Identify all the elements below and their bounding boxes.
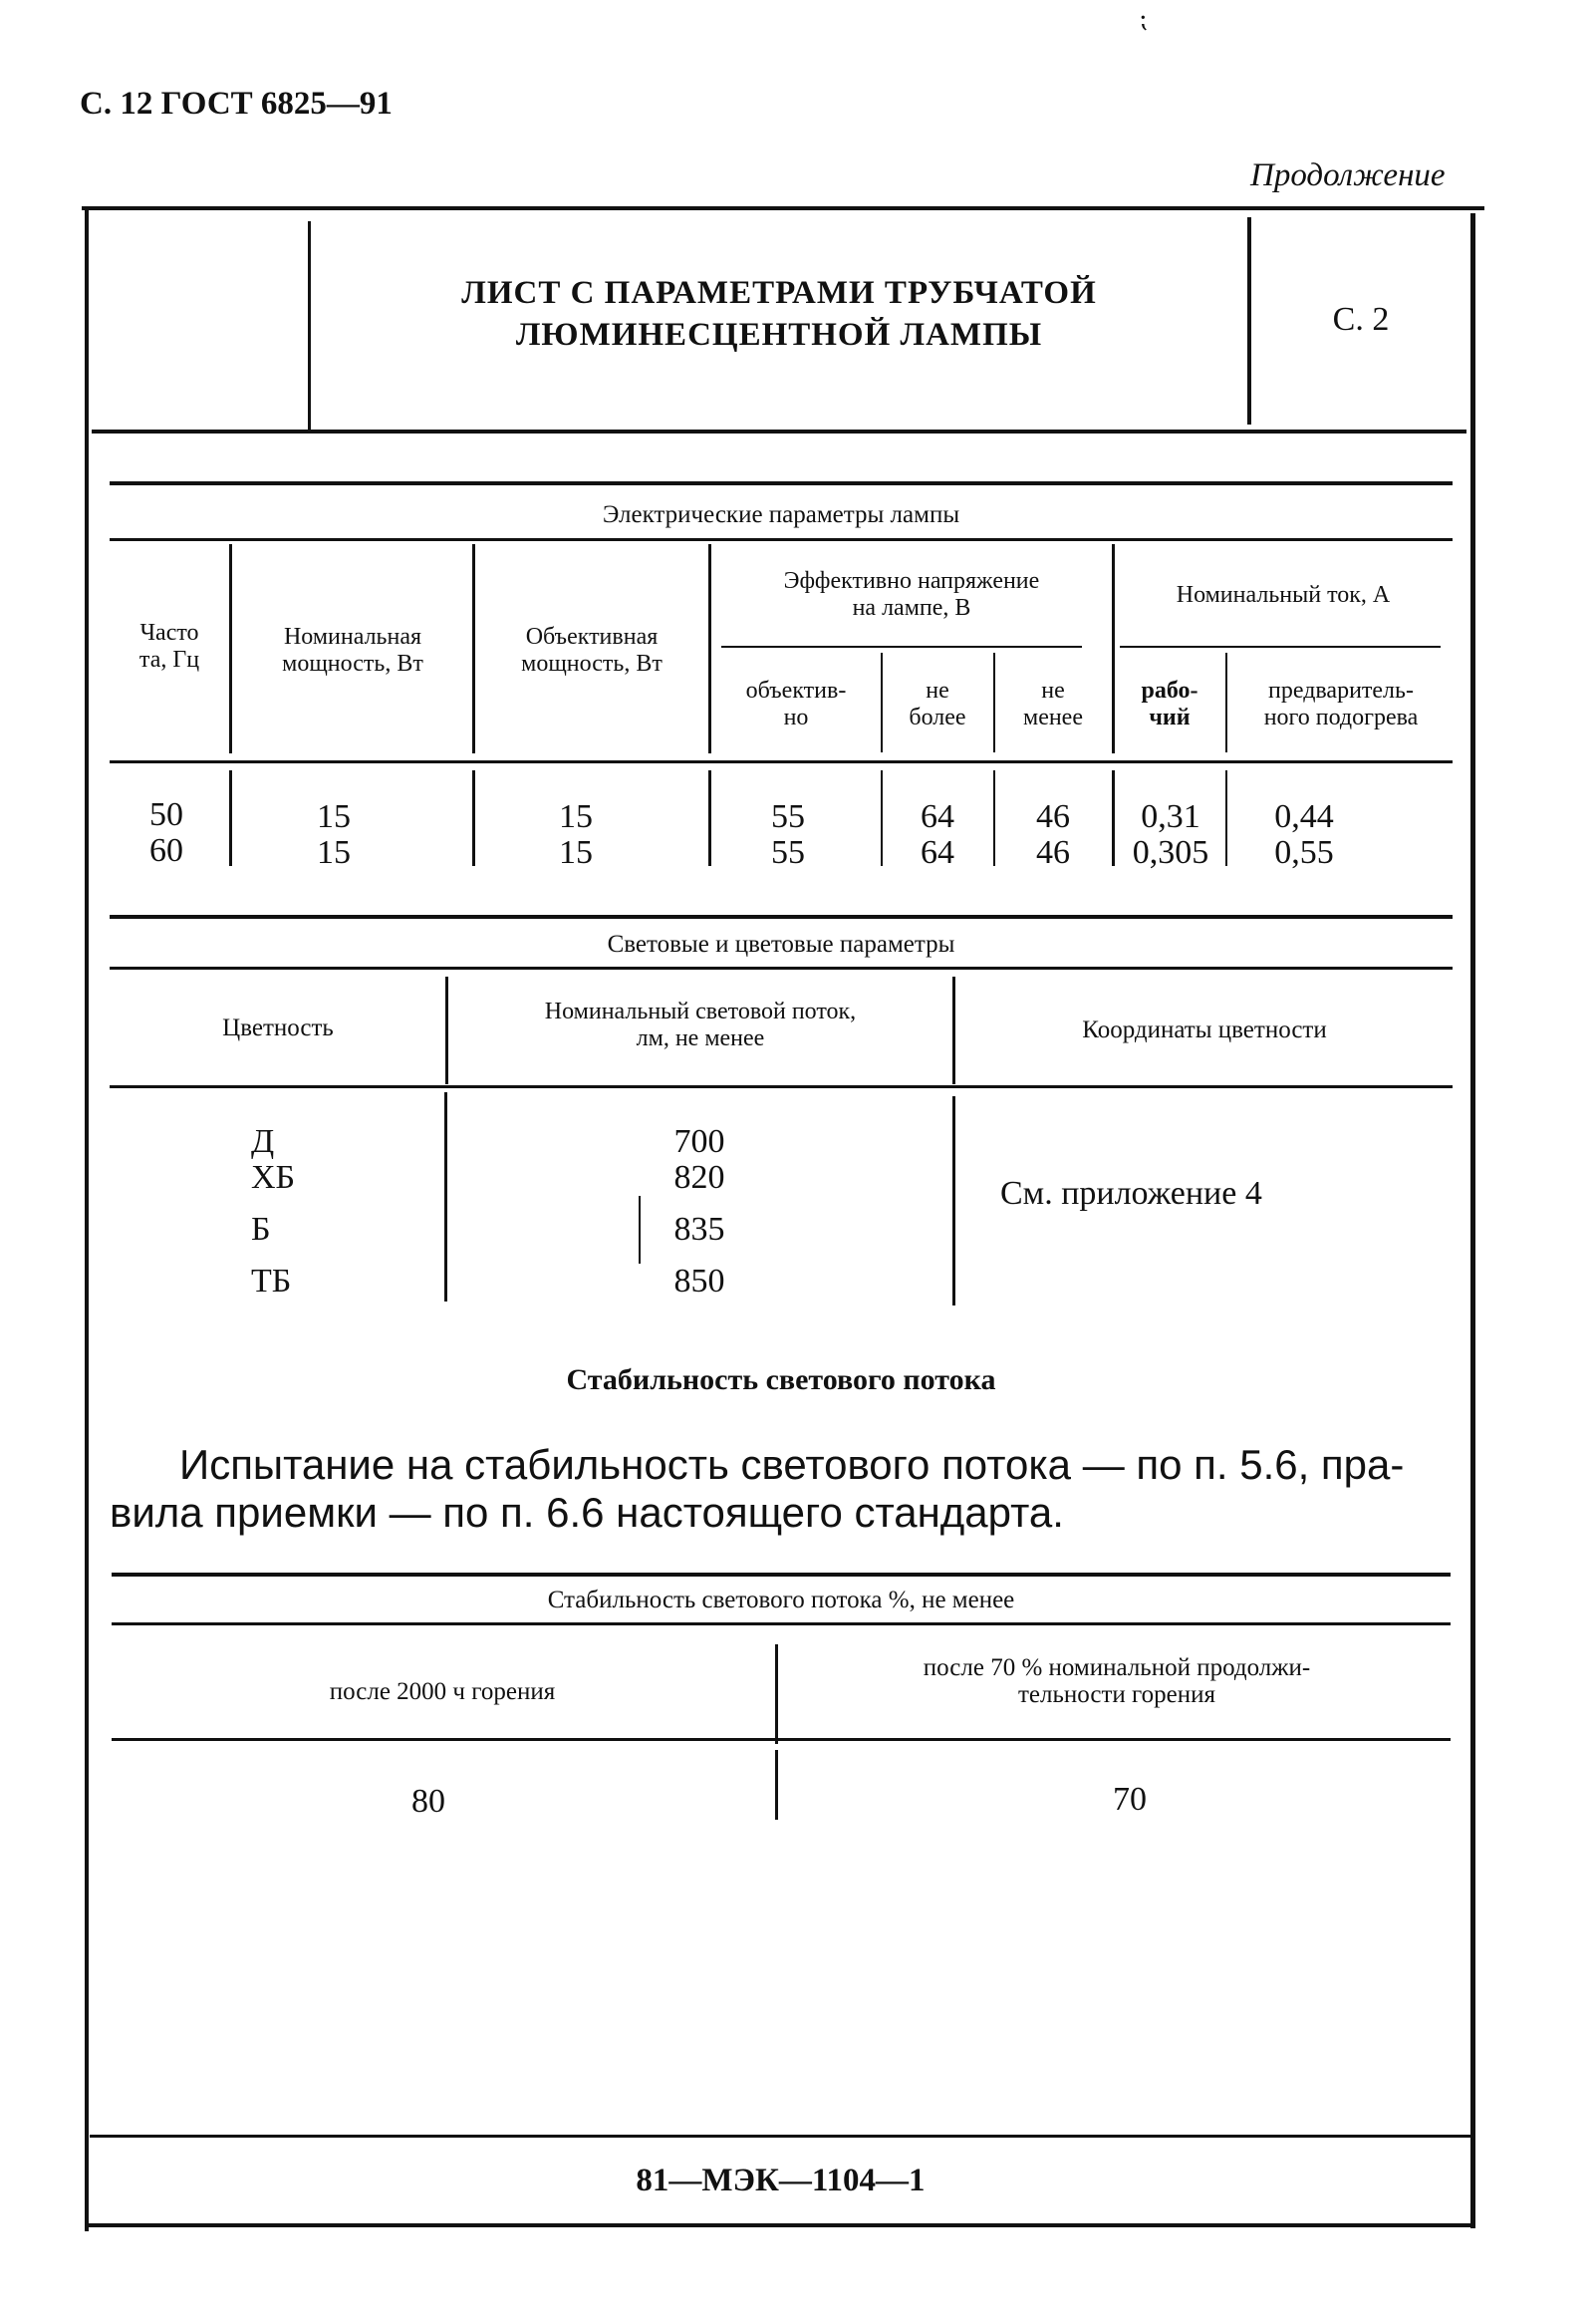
stab-hsep — [775, 1644, 778, 1744]
elec-header-bottom-rule — [110, 760, 1453, 763]
stab-table-title: Стабильность светового потока %, не менее — [547, 1587, 1015, 1613]
coords-value: См. приложение 4 — [1000, 1175, 1262, 1212]
cell-flux: 820 — [673, 1159, 725, 1196]
elec-title-rule — [110, 538, 1453, 541]
footer-code: 81—МЭК—1104—1 — [636, 2163, 926, 2198]
cell-freq: 50 — [149, 796, 183, 833]
elec-dsep-4 — [881, 770, 883, 866]
title-box-bottom — [92, 430, 1466, 434]
cell-v-min: 46 — [1036, 798, 1070, 835]
light-hsep-1 — [445, 977, 448, 1084]
light-title-rule — [110, 967, 1453, 970]
frame-bottom — [86, 2223, 1473, 2227]
hdr-coords: Координаты цветности — [1082, 1016, 1327, 1043]
stability-text-line2: вила приемки — по п. 6.6 настоящего стандарта. — [110, 1489, 1064, 1536]
light-section-title: Световые и цветовые параметры — [607, 931, 955, 958]
cell-freq: 60 — [149, 832, 183, 869]
hdr-eff-objective: объектив- но — [745, 678, 847, 730]
light-top-rule — [110, 915, 1453, 919]
elec-hsep-6 — [993, 653, 995, 752]
cell-i-work: 0,31 — [1141, 798, 1200, 835]
frame-left — [85, 208, 89, 2231]
elec-hsep-2 — [472, 544, 475, 753]
stab-header-rule — [112, 1738, 1451, 1741]
elec-dsep-6 — [1112, 770, 1115, 866]
cell-i-preheat: 0,55 — [1274, 834, 1334, 871]
sheet-number: С. 2 — [1332, 301, 1390, 338]
cell-objective-power: 15 — [559, 834, 593, 871]
cell-v-objective: 55 — [771, 834, 805, 871]
hdr-nominal-power: Номинальная мощность, Вт — [282, 624, 423, 677]
frame-top — [82, 206, 1484, 210]
elec-sub-rule-1 — [721, 646, 1082, 648]
stab-col2-header: после 70 % номинальной продолжи- тельности горения — [923, 1654, 1311, 1708]
elec-sub-rule-2 — [1120, 646, 1441, 648]
stab-title-rule — [112, 1622, 1451, 1625]
cell-v-objective: 55 — [771, 798, 805, 835]
elec-dsep-1 — [229, 770, 232, 866]
stab-top-rule — [112, 1573, 1451, 1577]
elec-dsep-5 — [993, 770, 995, 866]
hdr-color: Цветность — [222, 1015, 334, 1041]
hdr-freq: Часто та, Гц — [138, 620, 200, 673]
sheet-title-line2: ЛЮМИНЕСЦЕНТНОЙ ЛАМПЫ — [515, 317, 1043, 353]
elec-hsep-1 — [229, 544, 232, 753]
hdr-eff-min: не менее — [1023, 678, 1083, 730]
elec-hsep-4 — [1112, 544, 1115, 753]
cell-color: ХБ — [251, 1159, 296, 1196]
dot-mark: ⁏ — [1139, 4, 1148, 33]
continuation-label: Продолжение — [1250, 157, 1446, 193]
cell-flux: 850 — [673, 1263, 725, 1300]
elec-dsep-2 — [472, 770, 475, 866]
hdr-objective-power: Объективная мощность, Вт — [521, 624, 663, 677]
stab-col1-value: 80 — [411, 1783, 445, 1820]
elec-hsep-7 — [1225, 653, 1227, 752]
stab-col1-header: после 2000 ч горения — [329, 1678, 556, 1705]
hdr-current-preheat: предваритель- ного подогрева — [1263, 678, 1419, 730]
light-dsep-2 — [952, 1096, 955, 1306]
elec-top-rule — [110, 481, 1453, 485]
light-header-bottom-rule — [110, 1085, 1453, 1088]
footer-rule — [90, 2135, 1471, 2138]
elec-section-title: Электрические параметры лампы — [602, 501, 960, 528]
hdr-current-work: рабо- чий — [1141, 678, 1198, 730]
stab-col2-value: 70 — [1113, 1781, 1147, 1818]
light-dsep-1 — [444, 1092, 447, 1302]
stability-heading: Стабильность светового потока — [566, 1363, 996, 1396]
frame-right — [1470, 213, 1475, 2228]
page-header-left: С. 12 ГОСТ 6825—91 — [80, 86, 393, 122]
cell-flux: 835 — [673, 1211, 725, 1248]
elec-hsep-5 — [881, 653, 883, 752]
cell-color: Д — [251, 1123, 275, 1160]
cell-v-max: 64 — [921, 798, 954, 835]
elec-dsep-7 — [1225, 770, 1227, 866]
elec-hsep-3 — [708, 544, 711, 753]
cell-i-work: 0,305 — [1132, 834, 1209, 871]
stability-text-line1: Испытание на стабильность светового потока — по п. 5.6, пра- — [179, 1441, 1405, 1488]
cell-nominal-power: 15 — [317, 798, 351, 835]
light-dsep-mid — [639, 1196, 641, 1264]
cell-color: ТБ — [251, 1263, 292, 1300]
light-hsep-2 — [952, 977, 955, 1084]
hdr-eff-voltage: Эффективно напряжение на лампе, В — [783, 568, 1040, 621]
hdr-flux: Номинальный световой поток, лм, не менее — [544, 999, 857, 1051]
cell-flux: 700 — [673, 1123, 725, 1160]
stab-dsep — [775, 1750, 778, 1820]
cell-objective-power: 15 — [559, 798, 593, 835]
cell-nominal-power: 15 — [317, 834, 351, 871]
hdr-current: Номинальный ток, А — [1176, 582, 1391, 608]
elec-dsep-3 — [708, 770, 711, 866]
cell-v-max: 64 — [921, 834, 954, 871]
cell-v-min: 46 — [1036, 834, 1070, 871]
hdr-eff-max: не более — [909, 678, 966, 730]
sheet-title-line1: ЛИСТ С ПАРАМЕТРАМИ ТРУБЧАТОЙ — [461, 275, 1097, 311]
cell-color: Б — [251, 1211, 271, 1248]
cell-i-preheat: 0,44 — [1274, 798, 1334, 835]
